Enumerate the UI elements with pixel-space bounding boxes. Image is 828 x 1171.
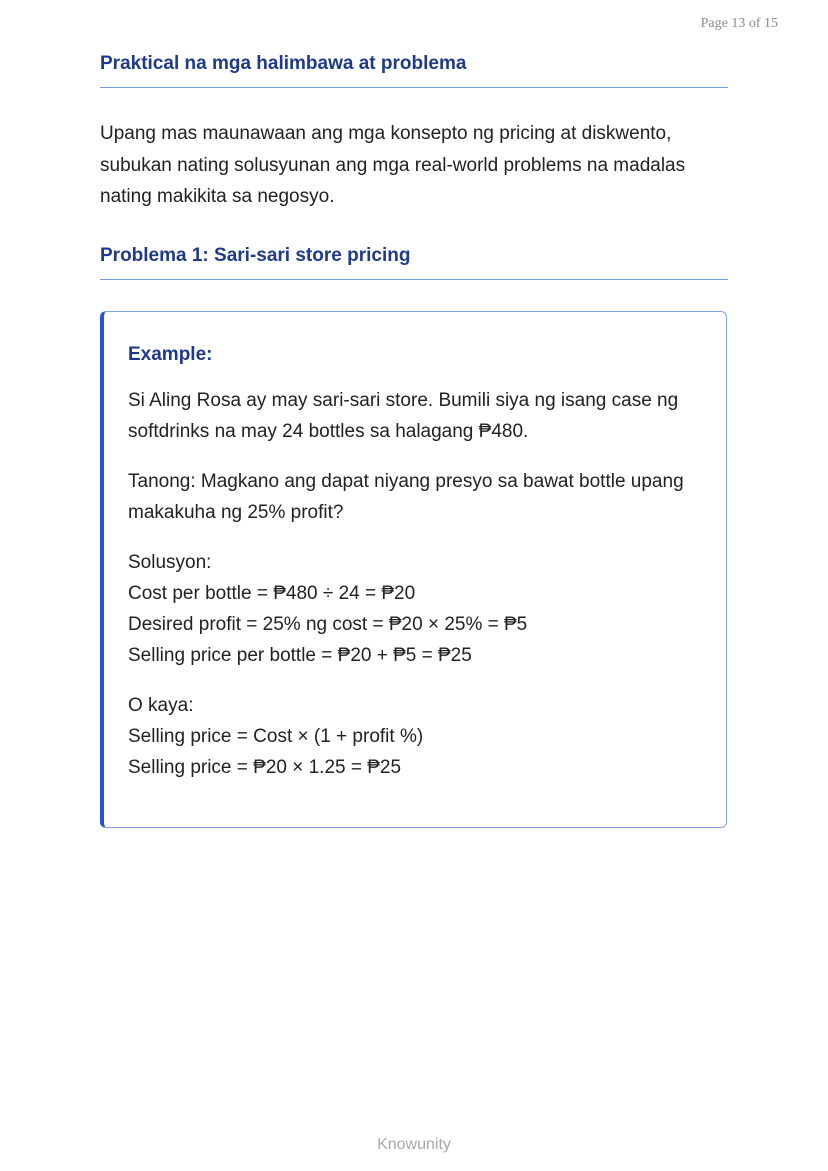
solution-line: Desired profit = 25% ng cost = ₱20 × 25% = ₱5	[128, 614, 528, 635]
solution-label: Solusyon:	[128, 552, 212, 573]
alternative-block	[128, 690, 700, 783]
page-indicator: Page 13 of 15	[700, 16, 778, 31]
solution-block	[128, 547, 700, 671]
example-scenario: Si Aling Rosa ay may sari-sari store. Bumili siya ng isang case ng softdrinks na may 24 bottles sa halagang ₱480.	[128, 390, 679, 442]
solution-line: Selling price per bottle = ₱20 + ₱5 = ₱25	[128, 645, 472, 666]
footer-brand: Knowunity	[377, 1136, 451, 1153]
intro-paragraph: Upang mas maunawaan ang mga konsepto ng pricing at diskwento, subukan nating solusyunan ang mga real-world problems na madalas nating makikita sa negosyo.	[100, 123, 686, 207]
problem-heading: Problema 1: Sari-sari store pricing	[100, 245, 728, 280]
solution-line: Cost per bottle = ₱480 ÷ 24 = ₱20	[128, 583, 416, 604]
alternative-label: O kaya:	[128, 695, 194, 716]
example-title: Example:	[128, 344, 213, 365]
alternative-line: Selling price = Cost × (1 + profit %)	[128, 726, 424, 747]
example-card	[100, 311, 727, 828]
section-heading: Praktical na mga halimbawa at problema	[100, 53, 728, 88]
alternative-line: Selling price = ₱20 × 1.25 = ₱25	[128, 757, 402, 778]
example-question: Tanong: Magkano ang dapat niyang presyo sa bawat bottle upang makakuha ng 25% profit?	[128, 471, 684, 523]
